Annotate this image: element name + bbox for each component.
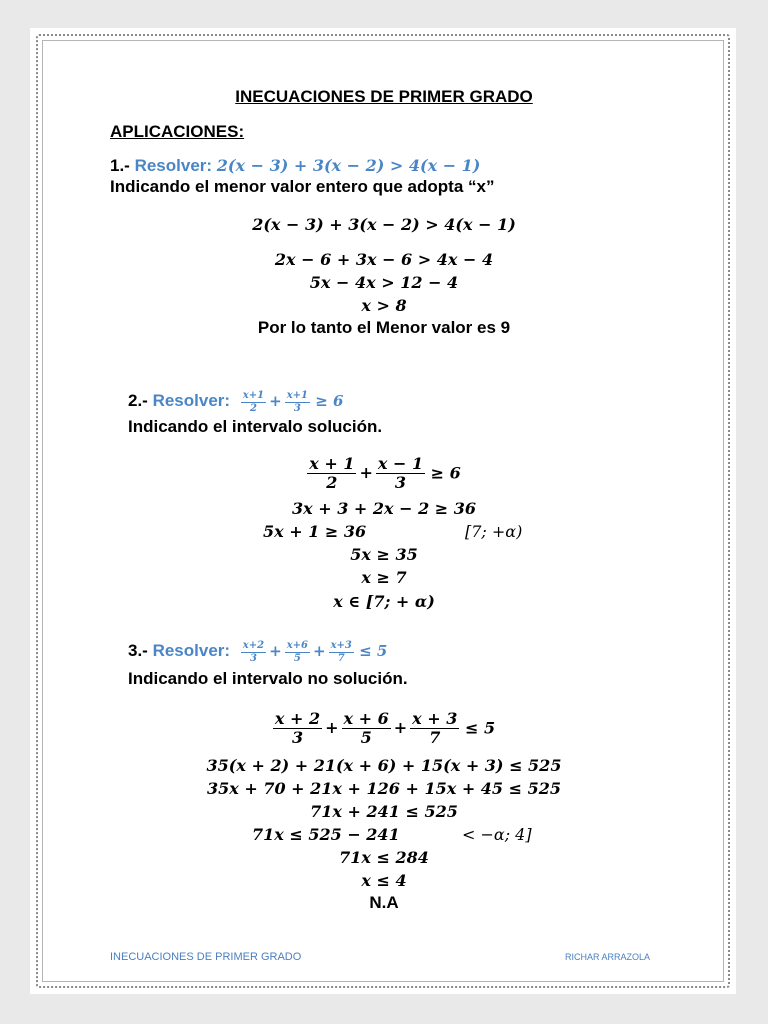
problem-3-fraction-3: $\frac{x+3}{7}$ <box>330 640 352 664</box>
problem-2-step-fraction-1: $\frac{x + 1}{2}$ <box>309 454 355 493</box>
problem-3-answer: N.A <box>369 893 399 912</box>
page-title: INECUACIONES DE PRIMER GRADO <box>235 87 533 106</box>
problem-3-step-5: 71x ≤ 525 − 241 <box>252 825 400 844</box>
problem-1-step-2: 2x − 6 + 3x − 6 > 4x − 4 <box>274 250 494 269</box>
problem-3-resolver-label: Resolver: <box>152 641 231 660</box>
problem-1-resolver-label: Resolver: <box>134 156 213 175</box>
problem-2-step-1: $\frac{x + 1}{2}$ + $\frac{x - 1}{3}$ ≥ 6 <box>309 454 461 493</box>
problem-3-fraction-1: $\frac{x+2}{3}$ <box>242 640 265 664</box>
problem-1-header <box>110 156 480 176</box>
problem-3-header <box>128 634 387 668</box>
problem-3-step-fraction-1: $\frac{x + 2}{3}$ <box>274 709 321 748</box>
problem-1-number: 1.- <box>110 156 130 175</box>
footer-left-text: INECUACIONES DE PRIMER GRADO <box>110 951 302 963</box>
footer-right-text: RICHAR ARRAZOLA <box>565 952 651 962</box>
problem-2-resolver-label: Resolver: <box>152 391 231 410</box>
problem-1-step-4: x > 8 <box>361 296 407 315</box>
section-heading: APLICACIONES: <box>110 122 245 141</box>
problem-2-fraction-2: $\frac{x+1}{3}$ <box>286 390 308 414</box>
problem-3-step-4: 71x + 241 ≤ 525 <box>310 802 458 821</box>
problem-2-step-fraction-2: $\frac{x - 1}{3}$ <box>377 454 424 493</box>
problem-2-step-2: 3x + 3 + 2x − 2 ≥ 36 <box>291 499 477 518</box>
problem-1-step-1: 2(x − 3) + 3(x − 2) > 4(x − 1) <box>252 215 516 234</box>
problem-3-step-3: 35x + 70 + 21x + 126 + 15x + 45 ≤ 525 <box>206 779 562 798</box>
problem-1-conclusion: Por lo tanto el Menor valor es 9 <box>257 318 511 337</box>
problem-3-fraction-2: $\frac{x+6}{5}$ <box>286 640 308 664</box>
problem-2-expression: $\frac{x+1}{2}$ + $\frac{x+1}{3}$ ≥ 6 <box>242 390 344 414</box>
problem-3-step-fraction-3: $\frac{x + 3}{7}$ <box>412 709 458 748</box>
problem-3-step-7: x ≤ 4 <box>361 871 407 890</box>
problem-3-step-6: 71x ≤ 284 <box>339 848 429 867</box>
problem-3-step-1: $\frac{x + 2}{3}$ + $\frac{x + 6}{5}$ + $\frac{x + 3}{7}$ ≤ 5 <box>274 709 496 748</box>
problem-2-step-6: x ∈ [7; + α) <box>333 592 435 611</box>
problem-3-expression: $\frac{x+2}{3}$ + $\frac{x+6}{5}$ + $\frac{x+3}{7}$ ≤ 5 <box>242 640 388 664</box>
problem-2-instruction: Indicando el intervalo solución. <box>128 417 383 436</box>
problem-2-step-4: 5x ≥ 35 <box>350 545 418 564</box>
problem-3-step-fraction-2: $\frac{x + 6}{5}$ <box>343 709 389 748</box>
problem-2-header <box>128 384 343 418</box>
problem-1-step-3: 5x − 4x > 12 − 4 <box>309 273 459 292</box>
problem-3-number: 3.- <box>128 641 148 660</box>
problem-2-number: 2.- <box>128 391 148 410</box>
problem-2-step-3: 5x + 1 ≥ 36 <box>263 522 367 541</box>
problem-2-interval: [7; +α) <box>465 522 523 541</box>
problem-1-instruction: Indicando el menor valor entero que adopta “x” <box>110 177 495 196</box>
problem-2-step-5: x ≥ 7 <box>361 568 407 587</box>
problem-1-expression: 2(x − 3) + 3(x − 2) > 4(x − 1) <box>216 156 481 175</box>
problem-2-fraction-1: $\frac{x+1}{2}$ <box>242 390 265 414</box>
problem-3-interval: < −α; 4] <box>462 825 532 844</box>
problem-3-instruction: Indicando el intervalo no solución. <box>128 669 408 688</box>
problem-3-step-2: 35(x + 2) + 21(x + 6) + 15(x + 3) ≤ 525 <box>206 756 562 775</box>
